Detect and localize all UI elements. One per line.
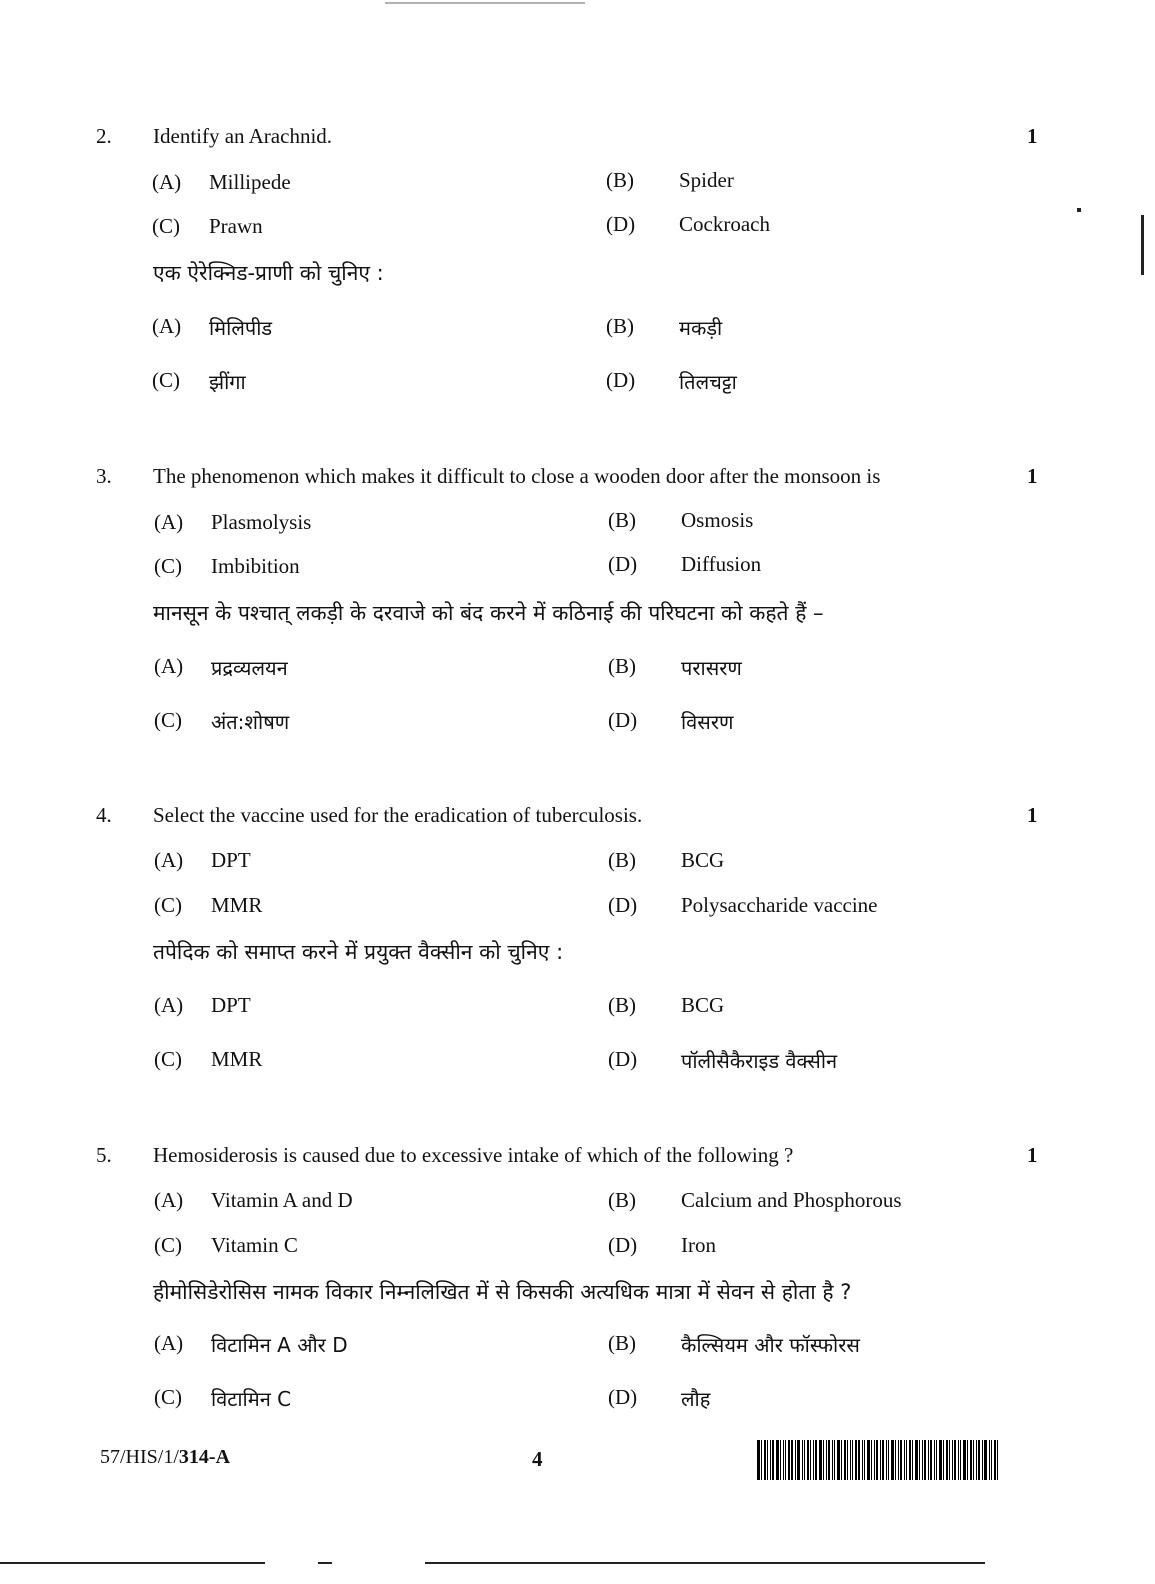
barcode-bar xyxy=(802,1440,803,1480)
barcode-bar xyxy=(912,1440,913,1480)
barcode-bar xyxy=(924,1440,926,1480)
barcode-bar xyxy=(976,1440,977,1480)
barcode-bar xyxy=(855,1440,857,1480)
question-marks: 1 xyxy=(1027,464,1038,488)
barcode-bar xyxy=(997,1440,998,1480)
barcode-bar xyxy=(882,1440,884,1480)
barcode-bar xyxy=(919,1440,920,1480)
barcode-bar xyxy=(895,1440,896,1480)
barcode xyxy=(757,1440,1047,1480)
page-number: 4 xyxy=(532,1447,543,1471)
barcode-bar xyxy=(783,1440,784,1480)
barcode-bar xyxy=(886,1440,887,1480)
barcode-bar xyxy=(906,1440,907,1480)
barcode-bar xyxy=(952,1440,953,1480)
barcode-bar xyxy=(807,1440,809,1480)
question-4: 4. Select the vaccine used for the eradication of tuberculosis. 1 (A) DPT (B) BCG (C) MMR (D) Polysaccharide vaccine तपेदिक को समाप्त करने में प्रयुक्त वैक्सीन को चुनिए : (A) DPT (B) BCG (C) MMR (D) पॉलीसैकैराइड वैक्सीन xyxy=(96,803,1038,1073)
barcode-bar xyxy=(867,1440,870,1480)
question-text: Identify an Arachnid. xyxy=(153,124,333,148)
barcode-bar xyxy=(900,1440,902,1480)
barcode-bar xyxy=(780,1440,781,1480)
barcode-bar xyxy=(847,1440,848,1480)
barcode-bar xyxy=(915,1440,918,1480)
barcode-bar xyxy=(791,1440,793,1480)
barcode-bar xyxy=(898,1440,899,1480)
question-text: Select the vaccine used for the eradication of tuberculosis. xyxy=(153,803,643,827)
barcode-bar xyxy=(880,1440,881,1480)
question-marks: 1 xyxy=(1027,803,1038,827)
barcode-bar xyxy=(874,1440,875,1480)
question-text-hindi: एक ऐरेक्निड-प्राणी को चुनिए : xyxy=(153,261,384,285)
barcode-bar xyxy=(804,1440,805,1480)
barcode-bar xyxy=(797,1440,800,1480)
barcode-bar xyxy=(785,1440,786,1480)
barcode-bar xyxy=(871,1440,872,1480)
question-text-hindi: तपेदिक को समाप्त करने में प्रयुक्त वैक्सीन को चुनिए : xyxy=(153,940,564,964)
barcode-bar xyxy=(850,1440,851,1480)
barcode-bar xyxy=(852,1440,853,1480)
paper-code xyxy=(100,1446,230,1469)
barcode-bar xyxy=(946,1440,948,1480)
barcode-bar xyxy=(970,1440,972,1480)
barcode-bar xyxy=(934,1440,935,1480)
barcode-bar xyxy=(891,1440,894,1480)
question-text: The phenomenon which makes it difficult to close a wooden door after the monsoon is xyxy=(153,464,881,488)
barcode-bar xyxy=(813,1440,814,1480)
barcode-bar xyxy=(982,1440,983,1480)
barcode-bar xyxy=(826,1440,827,1480)
question-3: 3. The phenomenon which makes it difficult to close a wooden door after the monsoon is 1 (A) Plasmolysis (B) Osmosis (C) Imbibition (D) Diffusion मानसून के पश्चात् लकड़ी के दरवाजे को बंद करने में कठिनाई की परिघटना को कहते हैं – (A) प्रद्रव्यलयन (B) परासरण (C) अंत:शोषण (D) विसरण xyxy=(96,464,1038,734)
bottom-rule-left xyxy=(0,1562,265,1564)
barcode-bar xyxy=(858,1440,860,1480)
barcode-bar xyxy=(757,1440,760,1480)
barcode-bar xyxy=(767,1440,768,1480)
barcode-bar xyxy=(832,1440,833,1480)
bottom-rule-right xyxy=(425,1562,985,1564)
barcode-bar xyxy=(989,1440,990,1480)
question-marks: 1 xyxy=(1027,1143,1038,1167)
scan-artifact-top xyxy=(385,2,585,4)
barcode-bar xyxy=(960,1440,961,1480)
barcode-bar xyxy=(772,1440,774,1480)
barcode-bar xyxy=(922,1440,923,1480)
barcode-bar xyxy=(991,1440,992,1480)
question-number: 3. xyxy=(96,464,112,488)
barcode-bar xyxy=(928,1440,929,1480)
barcode-bar xyxy=(994,1440,996,1480)
barcode-bar xyxy=(904,1440,905,1480)
question-2: 2. Identify an Arachnid. 1 (A) Millipede (B) Spider (C) Prawn (D) Cockroach एक ऐरेक्निड-प्राणी को चुनिए : (A) मिलिपीड (B) मकड़ी (C) झींगा (D) तिलचट्टा xyxy=(96,124,1038,394)
barcode-bar xyxy=(888,1440,889,1480)
barcode-bar xyxy=(764,1440,766,1480)
barcode-bar xyxy=(943,1440,944,1480)
question-text: Hemosiderosis is caused due to excessive intake of which of the following ? xyxy=(153,1143,794,1167)
barcode-bar xyxy=(973,1440,974,1480)
barcode-bar xyxy=(795,1440,796,1480)
question-text-hindi: हीमोसिडेरोसिस नामक विकार निम्नलिखित में से किसकी अत्यधिक मात्रा में सेवन से होता है ? xyxy=(153,1280,852,1304)
question-number: 5. xyxy=(96,1143,112,1167)
barcode-bar xyxy=(930,1440,932,1480)
barcode-bar xyxy=(788,1440,790,1480)
question-number: 2. xyxy=(96,124,112,148)
question-number: 4. xyxy=(96,803,112,827)
barcode-bar xyxy=(958,1440,959,1480)
barcode-bar xyxy=(963,1440,966,1480)
question-5: 5. Hemosiderosis is caused due to excessive intake of which of the following ? 1 (A) Vitamin A and D (B) Calcium and Phosphorous (C) Vitamin C (D) Iron हीमोसिडेरोसिस नामक विकार निम्नलिखित में से किसकी अत्यधिक मात्रा में सेवन से होता है ? (A) विटामिन A और D (B) कैल्सियम और फॉस्फोरस (C) विटामिन C (D) लौह xyxy=(96,1143,1038,1411)
barcode-bar xyxy=(841,1440,842,1480)
barcode-bar xyxy=(837,1440,840,1480)
barcode-bar xyxy=(862,1440,863,1480)
barcode-bar xyxy=(815,1440,817,1480)
barcode-bar xyxy=(819,1440,822,1480)
barcode-bar xyxy=(864,1440,865,1480)
barcode-bar xyxy=(876,1440,878,1480)
barcode-bar xyxy=(828,1440,830,1480)
barcode-bar xyxy=(823,1440,824,1480)
paper-code-bold: 314-A xyxy=(178,1446,231,1468)
barcode-bar xyxy=(936,1440,937,1480)
barcode-bar xyxy=(967,1440,968,1480)
question-text-hindi: मानसून के पश्चात् लकड़ी के दरवाजे को बंद करने में कठिनाई की परिघटना को कहते हैं – xyxy=(153,601,824,625)
barcode-bar xyxy=(978,1440,980,1480)
barcode-bar xyxy=(770,1440,771,1480)
barcode-bar xyxy=(761,1440,762,1480)
barcode-bar xyxy=(776,1440,779,1480)
barcode-bar xyxy=(810,1440,811,1480)
barcode-bar xyxy=(909,1440,911,1480)
barcode-bar xyxy=(834,1440,835,1480)
barcode-bar xyxy=(949,1440,950,1480)
question-marks: 1 xyxy=(1027,124,1038,148)
barcode-bar xyxy=(844,1440,846,1480)
barcode-bar xyxy=(954,1440,956,1480)
bottom-rule-mid xyxy=(318,1562,332,1564)
paper-code-prefix: 57/HIS/1/ xyxy=(100,1446,179,1468)
barcode-bar xyxy=(939,1440,942,1480)
barcode-bar xyxy=(984,1440,987,1480)
